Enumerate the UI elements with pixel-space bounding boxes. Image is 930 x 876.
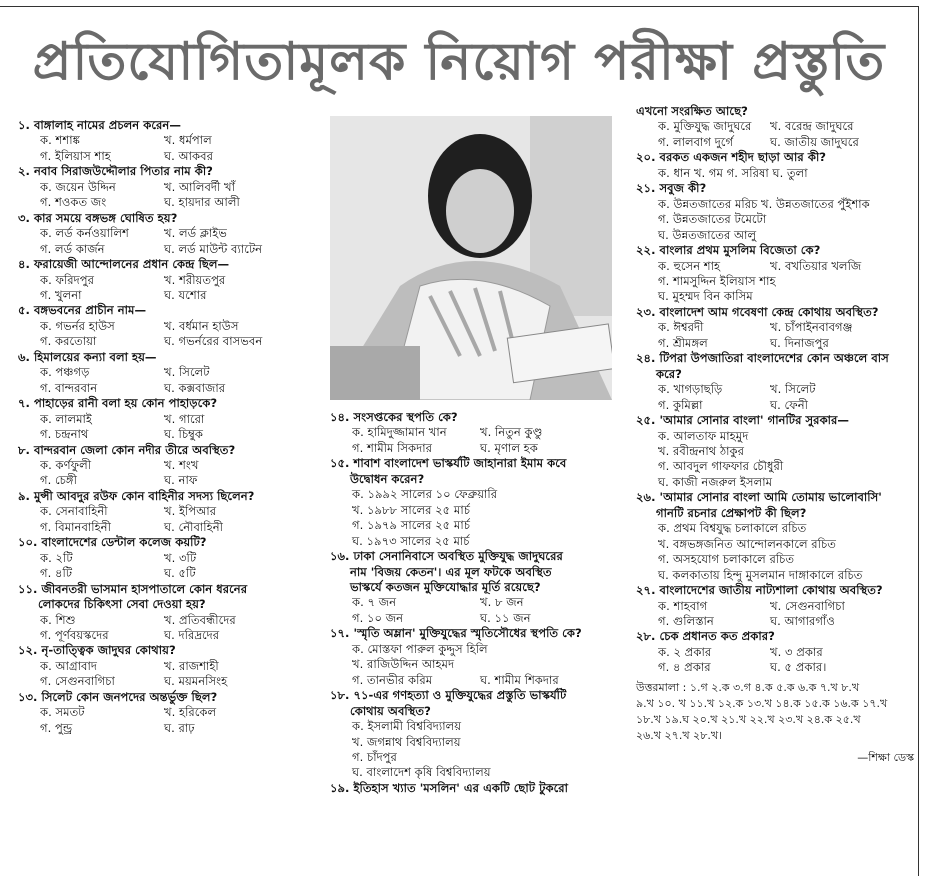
question-text: ১৮. ৭১-এর গণহত্যা ও মুক্তিযুদ্ধের প্রস্তুতি ভাস্কর্যটি xyxy=(330,688,567,703)
question-block xyxy=(636,490,914,583)
question-block xyxy=(636,629,914,675)
option: ঘ. নাফ xyxy=(164,473,198,488)
question-block xyxy=(636,150,914,181)
option: ঘ. গভর্নরের বাসভবন xyxy=(164,334,263,349)
question-continuation: এখনো সংরক্ষিত আছে? xyxy=(636,104,748,118)
option-row xyxy=(18,133,320,148)
option: গ. ইলিয়াস শাহ xyxy=(40,148,111,163)
option: ক. মোস্তফা পারুল কুদ্দুস হিলি xyxy=(352,641,488,656)
question-block xyxy=(636,351,914,413)
option: ঘ. ১১ জন xyxy=(480,610,531,625)
option: ক. মুক্তিযুদ্ধ জাদুঘরে xyxy=(658,119,752,134)
top-rule xyxy=(0,6,918,7)
question-continuation: উদ্বোধন করেন? xyxy=(350,471,425,486)
option: খ. রবীন্দ্রনাথ ঠাকুর xyxy=(658,443,745,458)
option-row xyxy=(18,659,320,674)
option: গ. চন্দ্রনাথ xyxy=(40,427,89,442)
question-block xyxy=(330,688,628,781)
option-row xyxy=(18,195,320,210)
option: ক. ফরিদপুর xyxy=(40,272,94,287)
question-text: ৯. মুন্সী আবদুর রউফ কোন বাহিনীর সদস্য ছিলেন? xyxy=(18,488,255,503)
option-row xyxy=(18,628,320,643)
option: গ. অসহযোগ চলাকালে রচিত xyxy=(658,552,795,567)
option: খ. রাজশাহী xyxy=(164,658,219,673)
right-rule xyxy=(918,6,919,876)
option-row xyxy=(636,614,914,629)
option: গ. আবদুল গাফফার চৌধুরী xyxy=(658,459,784,474)
option-row xyxy=(18,365,320,380)
option-row xyxy=(18,551,320,566)
option: ঘ. কলকাতায় হিন্দু মুসলমান দাঙ্গাকালে রচিত xyxy=(658,567,863,582)
question-continuation: ভাস্কর্যে কতজন মুক্তিযোদ্ধার মূর্তি রয়েছে? xyxy=(350,579,541,594)
option: গ. লর্ড কার্জন xyxy=(40,241,105,256)
question-text: ১৪. সংসপ্তকের স্থপতি কে? xyxy=(330,410,458,424)
option: ক. সেনাবাহিনী xyxy=(40,504,108,519)
option: গ. খুলনা xyxy=(40,287,82,302)
question-text: ২৩. বাংলাদেশ আম গবেষণা কেন্দ্র কোথায় অবস্থিত? xyxy=(636,304,879,319)
option: গ. শওকত জং xyxy=(40,195,107,210)
option: গ. লালবাগ দুর্গে xyxy=(658,134,734,149)
option: গ. পুন্ড্র xyxy=(40,720,73,735)
option: গ. ৪টি xyxy=(40,566,73,581)
option: ক. শশাঙ্ক xyxy=(40,133,80,148)
option: খ. বরেন্দ্র জাদুঘরে xyxy=(770,119,854,134)
option-row xyxy=(330,611,628,626)
option-row xyxy=(636,135,914,150)
option: গ. করতোয়া xyxy=(40,334,97,349)
option: গ. বিমানবাহিনী xyxy=(40,519,111,534)
question-block xyxy=(636,181,914,243)
option: ক. ৭ জন xyxy=(352,595,396,610)
option: ঘ. যশোর xyxy=(164,287,207,302)
option: খ. সিলেট xyxy=(164,365,210,380)
option: খ. চাঁপাইনবাবগঞ্জ xyxy=(770,320,853,335)
option-row xyxy=(330,673,628,688)
option-row xyxy=(18,674,320,689)
option: খ. বঙ্গভঙ্গজনিত আন্দোলনকালে রচিত xyxy=(658,536,836,551)
question-continuation: কোথায় অবস্থিত? xyxy=(350,703,431,718)
option: ক. ২টি xyxy=(40,550,73,565)
option-row xyxy=(18,566,320,581)
option: গ. শ্রীমঙ্গল xyxy=(658,335,708,350)
option: খ. জগন্নাথ বিশ্ববিদ্যালয় xyxy=(352,734,461,749)
option: ক. ঈশ্বরদী xyxy=(658,320,704,335)
option: খ. প্রতিবন্ধীদের xyxy=(164,612,236,627)
question-text: ২০. বরকত একজন শহীদ ছাড়া আর কী? xyxy=(636,150,827,165)
question-text: ২৭. বাংলাদেশের জাতীয় নাট্যশালা কোথায় অবস্থিত? xyxy=(636,583,883,598)
question-block xyxy=(636,104,914,150)
question-block xyxy=(18,489,320,535)
question-text: ২. নবাব সিরাজউদ্দৌলার পিতার নাম কী? xyxy=(18,164,213,179)
option: খ. ৩ প্রকার xyxy=(770,644,823,659)
option-row xyxy=(18,226,320,241)
option: ক. সমতট xyxy=(40,705,85,720)
option: ঘ. মুহম্মদ বিন কাসিম xyxy=(658,289,753,304)
question-text: ৬. হিমালয়ের কন্যা বলা হয়— xyxy=(18,349,157,364)
option-row xyxy=(636,645,914,660)
option-row xyxy=(18,381,320,396)
option: ক. জয়েন উদ্দিন xyxy=(40,179,116,194)
question-block xyxy=(636,305,914,351)
option: খ. গারো xyxy=(164,411,205,426)
option-row xyxy=(330,595,628,610)
question-block xyxy=(330,781,628,796)
option: খ. শংখ xyxy=(164,457,199,472)
option: গ. তানভীর করিম xyxy=(352,672,433,687)
question-block xyxy=(18,396,320,442)
option-row xyxy=(636,382,914,397)
column-2 xyxy=(330,410,628,796)
question-block xyxy=(18,211,320,257)
option: ঘ. ময়মনসিংহ xyxy=(164,674,228,689)
option: ঘ. রাঢ় xyxy=(164,720,195,735)
question-text: ১৯. ইতিহাস খ্যাত 'মসলিন' এর একটি ছোট টুকরো xyxy=(330,780,568,795)
option: ঘ. আকবর xyxy=(164,148,213,163)
option: ক. গভর্নর হাউস xyxy=(40,318,115,333)
question-block xyxy=(18,257,320,303)
option: ক. পঞ্চগড় xyxy=(40,365,90,380)
answer-key xyxy=(636,680,914,744)
question-text: ২৮. চেক প্রধানত কত প্রকার? xyxy=(636,629,775,644)
option: ঘ. কাজী নজরুল ইসলাম xyxy=(658,474,773,489)
option: ঘ. লর্ড মাউন্ট ব্যাটেন xyxy=(164,241,263,256)
question-block xyxy=(18,350,320,396)
option: খ. আলিবর্দী খাঁ xyxy=(164,179,235,194)
question-block xyxy=(330,456,628,549)
option: খ. লর্ড ক্লাইভ xyxy=(164,226,227,241)
option: ক. ২ প্রকার xyxy=(658,644,712,659)
option: ঘ. ৫ প্রকার। xyxy=(770,660,827,675)
option-row xyxy=(330,425,628,440)
question-text: ১. বাঙ্গালাহ নামের প্রচলন করেন— xyxy=(18,118,181,132)
option: ক. ১৯৯২ সালের ১০ ফেব্রুয়ারি xyxy=(352,487,498,502)
option: খ. ৮ জন xyxy=(480,595,524,610)
option-row xyxy=(636,259,914,274)
option: ঘ. দরিদ্রদের xyxy=(164,627,220,642)
option-row xyxy=(636,119,914,134)
option: গ. ১৯৭৯ সালের ২৫ মার্চ xyxy=(352,518,470,533)
option: ক. ইসলামী বিশ্ববিদ্যালয় xyxy=(352,719,462,734)
option: ক. ধান খ. গম গ. সরিষা ঘ. তুলা xyxy=(658,165,808,180)
question-block xyxy=(18,535,320,581)
option-row xyxy=(18,273,320,288)
option: ক. আলতাফ মাহমুদ xyxy=(658,428,749,443)
answer-line: ২৬.খ ২৭.খ ২৮.খ। xyxy=(636,728,722,742)
answer-line: উত্তরমালা : ১.গ ২.ক ৩.গ ৪.ক ৫.ক ৬.ক ৭.খ ৮.খ xyxy=(636,680,860,694)
question-text: ৫. বঙ্গভবনের প্রাচীন নাম— xyxy=(18,303,147,318)
option: ঘ. বাংলাদেশ কৃষি বিশ্ববিদ্যালয় xyxy=(352,765,491,780)
option: ক. হুসেন শাহ xyxy=(658,258,721,273)
option: ঘ. নৌবাহিনী xyxy=(164,519,223,534)
option-row xyxy=(18,520,320,535)
option: খ. সিলেট xyxy=(770,382,816,397)
question-text: ১৭. 'স্মৃতি অম্লান' মুক্তিযুদ্ধের স্মৃতিসৌধের স্থপতি কে? xyxy=(330,626,582,641)
option: গ. সেগুনবাগিচা xyxy=(40,674,115,689)
question-block xyxy=(18,164,320,210)
option: গ. চেঙ্গী xyxy=(40,473,77,488)
question-block xyxy=(636,413,914,490)
option-row xyxy=(636,320,914,335)
student-photo xyxy=(330,116,612,400)
option-row xyxy=(636,336,914,351)
option: ক. লালমাই xyxy=(40,411,92,426)
option-row xyxy=(636,398,914,413)
option: খ. রাজিউদ্দিন আহমদ xyxy=(352,657,455,672)
question-text: ২৬. 'আমার সোনার বাংলা আমি তোমায় ভালোবাসি' xyxy=(636,490,882,505)
option: ক. উন্নতজাতের মরিচ খ. উন্নতজাতের পুঁইশাক xyxy=(658,196,870,211)
option: গ. ৪ প্রকার xyxy=(658,660,711,675)
option: ক. শাহবাগ xyxy=(658,598,708,613)
option: গ. চাঁদপুর xyxy=(352,749,397,764)
option-row xyxy=(18,412,320,427)
question-block xyxy=(18,443,320,489)
option-row xyxy=(18,242,320,257)
option-row xyxy=(18,319,320,334)
option: গ. কুমিল্লা xyxy=(658,397,703,412)
student-illustration xyxy=(330,116,612,400)
option-row xyxy=(18,427,320,442)
question-block xyxy=(18,118,320,164)
question-text: ১২. নৃ-তাত্ত্বিক জাদুঘর কোথায়? xyxy=(18,643,176,658)
option: গ. পূর্ণবয়স্কদের xyxy=(40,627,109,642)
option: ঘ. মৃণাল হক xyxy=(480,440,538,455)
byline: —শিক্ষা ডেস্ক xyxy=(857,750,914,764)
question-text: ২২. বাংলার প্রথম মুসলিম বিজেতা কে? xyxy=(636,243,821,258)
option: খ. ধর্মপাল xyxy=(164,133,212,148)
option: ঘ. দিনাজপুর xyxy=(770,335,829,350)
option-row xyxy=(18,458,320,473)
question-block xyxy=(18,303,320,349)
option: খ. বর্ধমান হাউস xyxy=(164,318,239,333)
question-text: ২৪. টিপরা উপজাতিরা বাংলাদেশের কোন অঞ্চলে বাস xyxy=(636,351,889,366)
page-title: প্রতিযোগিতামূলক নিয়োগ পরীক্ষা প্রস্তুতি xyxy=(32,32,886,92)
option: খ. শরীয়তপুর xyxy=(164,272,226,287)
question-block xyxy=(18,643,320,689)
question-continuation: গানটি রচনার প্রেক্ষাপট কী ছিল? xyxy=(656,505,807,520)
question-text: ৮. বান্দরবান জেলা কোন নদীর তীরে অবস্থিত? xyxy=(18,442,236,457)
option: গ. শামসুদ্দিন ইলিয়াস শাহ xyxy=(658,273,776,288)
option: ঘ. জাতীয় জাদুঘরে xyxy=(770,134,859,149)
question-block xyxy=(18,582,320,644)
question-continuation: করে? xyxy=(656,366,682,381)
question-text: ১৩. সিলেট কোন জনপদের অন্তর্ভুক্ত ছিল? xyxy=(18,689,218,704)
option: ক. প্রথম বিশ্বযুদ্ধ চলাকালে রচিত xyxy=(658,521,807,536)
option: ঘ. চিম্বুক xyxy=(164,427,204,442)
option: গ. শামীম সিকদার xyxy=(352,440,432,455)
option-row xyxy=(18,180,320,195)
option-row xyxy=(18,288,320,303)
question-block xyxy=(636,243,914,305)
column-3 xyxy=(636,104,914,765)
option: ঘ. কক্সবাজার xyxy=(164,380,226,395)
option: ক. কর্ণফুলী xyxy=(40,457,92,472)
question-block xyxy=(330,549,628,626)
option-row xyxy=(18,334,320,349)
question-text: ১৬. ঢাকা সেনানিবাসে অবস্থিত মুক্তিযুদ্ধ জাদুঘরের xyxy=(330,549,563,564)
question-text: ১৫. শাবাশ বাংলাদেশ ভাস্কর্যটি জাহানারা ইমাম কবে xyxy=(330,456,567,471)
option: গ. গুলিস্তান xyxy=(658,613,714,628)
option-row xyxy=(18,613,320,628)
question-text: ১১. জীবনতরী ভাসমান হাসপাতালে কোন ধরনের xyxy=(18,581,248,596)
option: ঘ. উন্নতজাতের আলু xyxy=(658,227,757,242)
option: খ. সেগুনবাগিচা xyxy=(770,598,845,613)
question-text: ৩. কার সময়ে বঙ্গভঙ্গ ঘোষিত হয়? xyxy=(18,210,178,225)
option: ঘ. ১৯৭৩ সালের ২৫ মার্চ xyxy=(352,533,470,548)
option-row xyxy=(636,660,914,675)
question-text: ৪. ফরায়েজী আন্দোলনের প্রধান কেন্দ্র ছিল— xyxy=(18,257,230,272)
option: গ. বান্দরবান xyxy=(40,380,98,395)
option-row xyxy=(18,705,320,720)
option-row xyxy=(636,599,914,614)
question-text: ৭. পাহাড়ের রানী বলা হয় কোন পাহাড়কে? xyxy=(18,396,218,411)
question-text: ২৫. 'আমার সোনার বাংলা' গানটির সুরকার— xyxy=(636,413,850,428)
option: গ. ১০ জন xyxy=(352,610,404,625)
option: ঘ. আগারগাঁও xyxy=(770,613,835,628)
question-continuation: লোকদের চিকিৎসা সেবা দেওয়া হয়? xyxy=(38,597,206,612)
option: ক. লর্ড কর্নওয়ালিশ xyxy=(40,226,129,241)
option: ঘ. ফেনী xyxy=(770,397,808,412)
option-row xyxy=(330,441,628,456)
question-text: ২১. সবুজ কী? xyxy=(636,181,707,196)
option: খ. ইপিআর xyxy=(164,504,217,519)
option: খ. বখতিয়ার খলজি xyxy=(770,258,862,273)
option: ক. আগ্রাবাদ xyxy=(40,658,97,673)
option: ঘ. হায়দার আলী xyxy=(164,195,240,210)
option: ঘ. ৫টি xyxy=(164,566,196,581)
column-1 xyxy=(18,118,320,736)
question-block xyxy=(330,410,628,456)
option: ক. শিশু xyxy=(40,612,76,627)
option: খ. হরিকেল xyxy=(164,705,217,720)
question-text: ১০. বাংলাদেশের ডেন্টাল কলেজ কয়টি? xyxy=(18,535,207,550)
option: খ. ১৯৮৮ সালের ২৫ মার্চ xyxy=(352,502,470,517)
question-block xyxy=(330,626,628,688)
question-block xyxy=(18,690,320,736)
answer-line: ১৮.খ ১৯.ঘ ২০.খ ২১.খ ২২.খ ২৩.খ ২৪.ক ২৫.খ xyxy=(636,712,861,726)
option: ক. হামিদুজ্জামান খান xyxy=(352,425,447,440)
option-row xyxy=(18,721,320,736)
option-row xyxy=(18,473,320,488)
option: ঘ. শামীম শিকদার xyxy=(480,672,559,687)
question-block xyxy=(636,583,914,629)
option: ক. খাগড়াছড়ি xyxy=(658,382,723,397)
option-row xyxy=(18,149,320,164)
answer-line: ৯.খ ১০. খ ১১.খ ১২.ক ১৩.খ ১৪.ক ১৫.ক ১৬.ক ১৭.খ xyxy=(636,696,888,710)
question-continuation: নাম 'বিজয় কেতন'। এর মূল ফটকে অবস্থিত xyxy=(350,564,552,579)
option: খ. ৩টি xyxy=(164,550,197,565)
option: গ. উন্নতজাতের টমেটো xyxy=(658,212,767,227)
option-row xyxy=(18,504,320,519)
option: খ. নিতুন কুণ্ডু xyxy=(480,425,543,440)
